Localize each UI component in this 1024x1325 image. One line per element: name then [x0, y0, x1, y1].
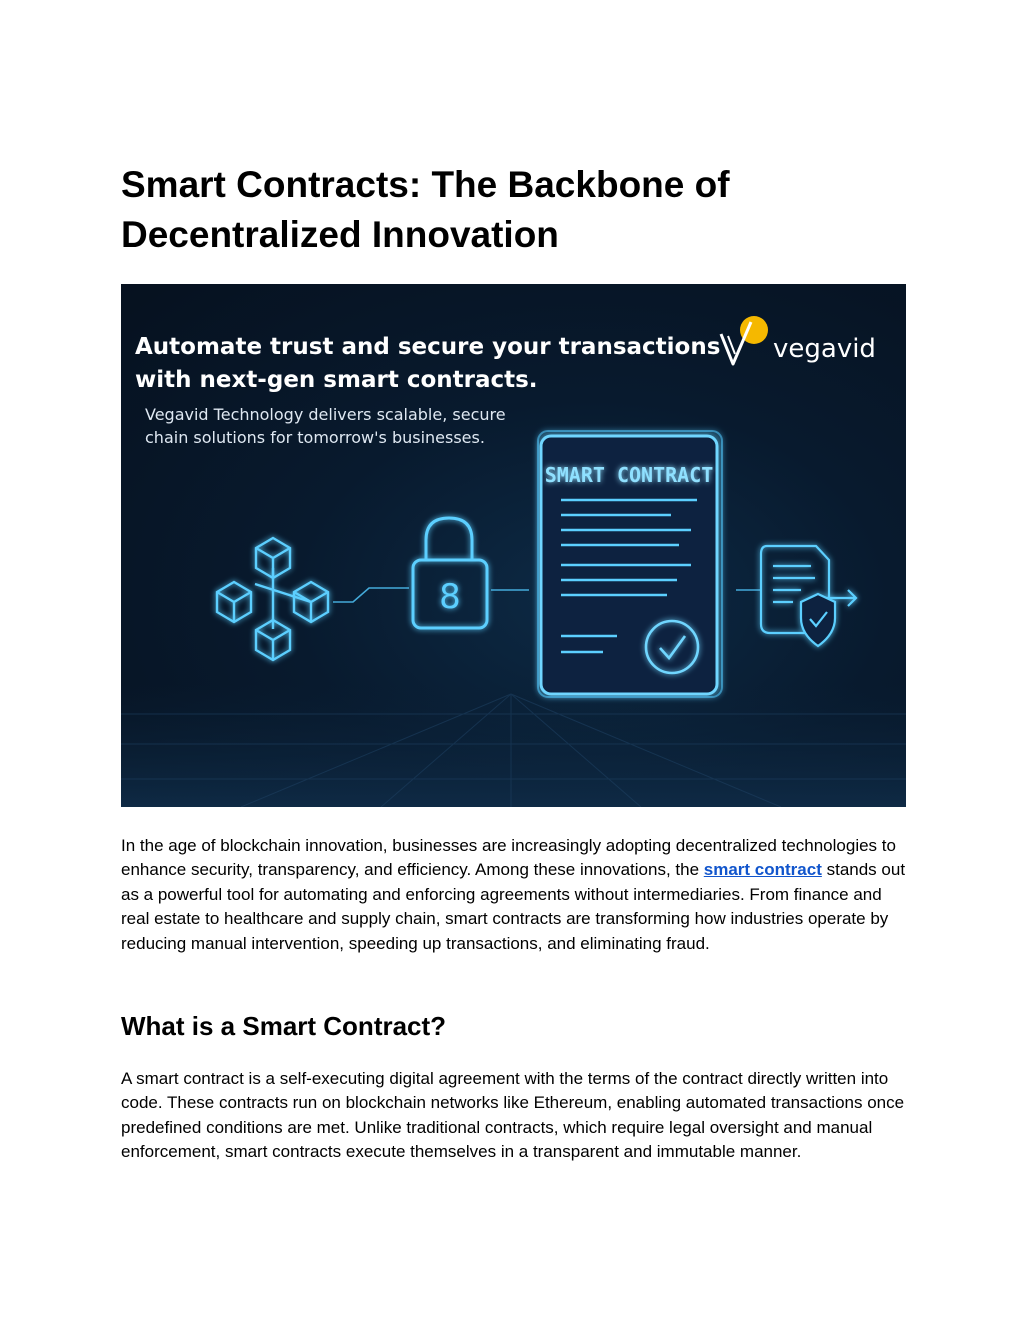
- banner-headline-line2: with next-gen smart contracts.: [135, 367, 538, 393]
- section-body-paragraph: A smart contract is a self-executing digital agreement with the terms of the contract directly written into code. These contracts run on blockchain networks like Ethereum, enabling automated transactions once predefined conditions are met. Unlike traditional contracts, which require legal oversight and manual enforcement, smart contracts execute themselves in a transparent and immutable manner.: [121, 1069, 905, 1162]
- lock-symbol: 8: [439, 577, 461, 617]
- smart-contract-link[interactable]: smart contract: [703, 860, 822, 880]
- banner-subtext-line1: Vegavid Technology delivers scalable, secure: [145, 405, 506, 424]
- contract-label: SMART CONTRACT: [544, 463, 714, 487]
- banner-subtext-line2: chain solutions for tomorrow's businesses.: [145, 428, 485, 447]
- banner-headline-line1: Automate trust and secure your transactions: [135, 334, 721, 360]
- vegavid-logo-icon: [721, 316, 768, 364]
- banner-graphic: [121, 284, 906, 807]
- intro-text-before-link: In the age of blockchain innovation, businesses are increasingly adopting decentralized technologies to enhance security, transparency, and efficiency. Among these innovations, the: [121, 836, 896, 880]
- brand-name: vegavid: [773, 334, 876, 364]
- blockchain-cubes-icon: [217, 538, 328, 660]
- page-title: Smart Contracts: The Backbone of Decentralized Innovation: [121, 164, 730, 255]
- shield-document-icon: [761, 546, 856, 646]
- intro-text-after-link: stands out as a powerful tool for automating and enforcing agreements without intermediaries. From finance and real estate to healthcare and supply chain, smart contracts are transforming how industries operate by reducing manual intervention, speeding up transactions, and eliminating fraud.: [121, 860, 906, 953]
- hero-banner-image: [121, 284, 906, 807]
- intro-paragraph: [121, 834, 911, 956]
- section-heading: What is a Smart Contract?: [121, 1011, 447, 1041]
